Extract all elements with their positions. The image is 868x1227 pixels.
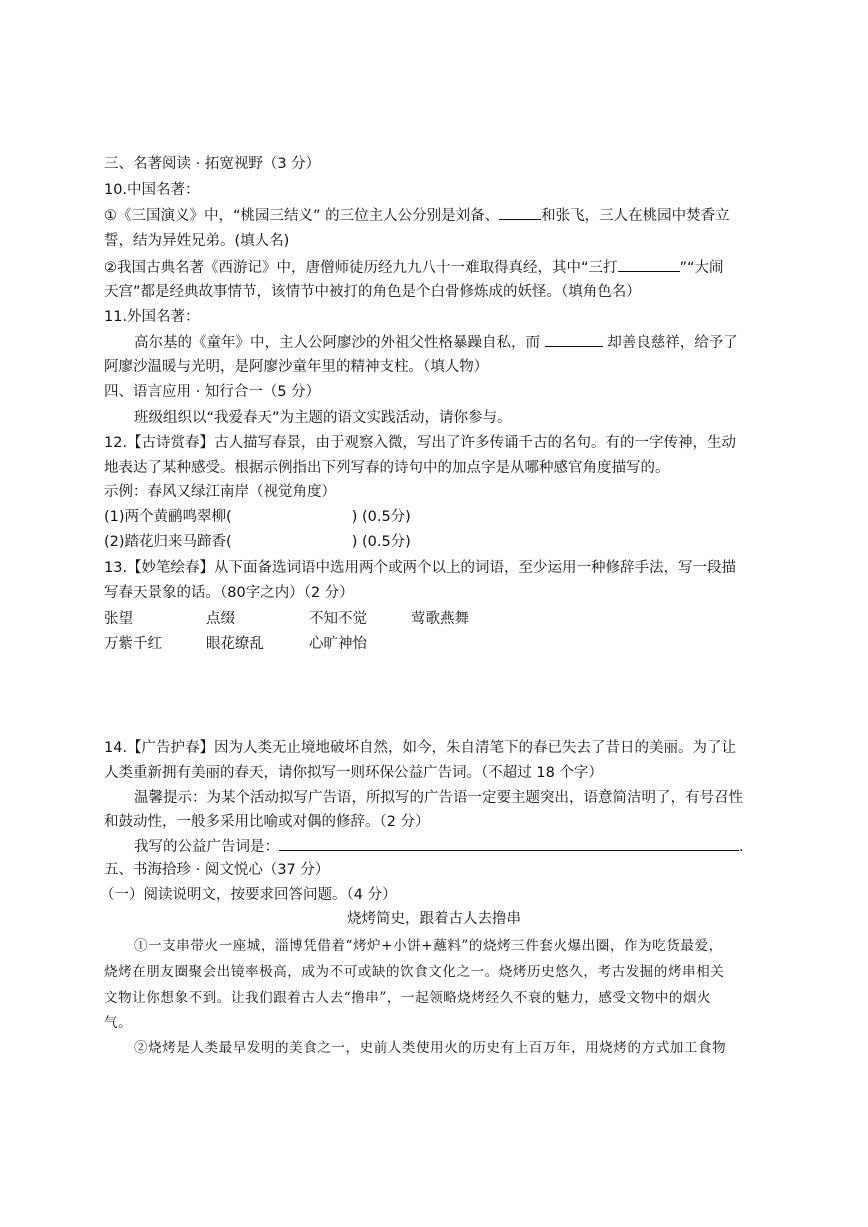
article-p1-line2: 烧烤在朋友圈聚会出镜率极高，成为不可或缺的饮食文化之一。烧烤历史悠久，考古发掘的烤串相关	[104, 964, 725, 980]
q12-item2	[104, 532, 411, 552]
word-option: 心旷神怡	[309, 636, 367, 652]
q11-label: 11.外国名著：	[104, 309, 200, 325]
word-option: 张望	[104, 611, 133, 627]
section3-heading: 三、名著阅读 · 拓宽视野（3 分）	[104, 156, 321, 172]
q12-item2-text: (2)踏花归来马蹄香(	[104, 534, 232, 550]
q12-item1-text: (1)两个黄鹂鸣翠柳(	[104, 509, 232, 525]
q10-item2-blank[interactable]	[618, 257, 680, 272]
q10-item2-text-b: ”“大闹	[679, 260, 724, 276]
word-option: 眼花缭乱	[206, 636, 264, 652]
word-option: 点缀	[206, 611, 235, 627]
q12-example: 示例：春风又绿江南岸（视觉角度）	[104, 484, 336, 500]
q10-item1-line2: 誓，结为异姓兄弟。(填人名)	[104, 233, 290, 249]
q14-line1: 14.【广告护春】因为人类无止境地破坏自然，如今，朱自清笔下的春已失去了昔日的美丽。为了让	[104, 740, 737, 756]
q12-item2-score: ) (0.5分)	[351, 534, 411, 550]
section5-part1: （一）阅读说明文，按要求回答问题。（4 分）	[100, 887, 397, 903]
word-option: 莺歌燕舞	[411, 611, 469, 627]
q12-line2: 地表达了某种感受。根据示例指出下列写春的诗句中的加点字是从哪种感官角度描写的。	[104, 460, 670, 476]
article-title: 烧烤简史，跟着古人去撸串	[347, 911, 521, 927]
section4-intro: 班级组织以“我爱春天”为主题的语文实践活动，请你参与。	[134, 410, 512, 426]
q13-line2: 写春天景象的话。（80字之内）（2 分）	[104, 585, 354, 601]
q10-item1-blank[interactable]	[499, 205, 541, 220]
section5-heading: 五、书海拾珍 · 阅文悦心（37 分）	[104, 862, 330, 878]
q12-item1-score: ) (0.5分)	[351, 509, 411, 525]
q13-line1: 13.【妙笔绘春】从下面备选词语中选用两个或两个以上的词语，至少运用一种修辞手法，写一段描	[104, 560, 737, 576]
q11-blank[interactable]	[545, 332, 603, 347]
q14-answer-line	[134, 836, 744, 857]
q10-item1-line1	[104, 205, 730, 226]
word-option: 万紫千红	[104, 636, 162, 652]
q10-item1-text-a: ①《三国演义》中，“桃园三结义” 的三位主人公分别是刘备、	[104, 208, 500, 224]
article-p1-line4: 气。	[104, 1015, 133, 1031]
q14-answer-blank[interactable]	[279, 836, 739, 851]
section4-heading: 四、语言应用 · 知行合一（5 分）	[104, 384, 321, 400]
article-p1-line1: ①一支串带火一座城，淄博凭借着“烤炉+小饼+蘸料”的烧烤三件套火爆出圈，作为吃货最爱，	[134, 938, 723, 954]
q11-line1	[134, 332, 738, 353]
q10-item2-line2: 天宫”都是经典故事情节，该情节中被打的角色是个白骨修炼成的妖怪。（填角色名）	[104, 284, 641, 300]
q10-item2-line1	[104, 257, 724, 278]
q11-text-a: 高尔基的《童年》中，主人公阿廖沙的外祖父性格暴躁自私，而	[134, 335, 545, 351]
q12-item1	[104, 507, 411, 527]
q11-line2: 阿廖沙温暖与光明，是阿廖沙童年里的精神支柱。（填人物）	[104, 359, 489, 375]
q14-tip-line1: 温馨提示：为某个活动拟写广告语，所拟写的广告语一定要主题突出，语意简洁明了，有号召性	[134, 790, 743, 806]
article-p2-line1: ②烧烤是人类最早发明的美食之一，史前人类使用火的历史有上百万年，用烧烤的方式加工食物	[134, 1040, 727, 1056]
q10-item2-text-a: ②我国古典名著《西游记》中，唐僧师徒历经九九八十一难取得真经，其中“三打	[104, 260, 618, 276]
q10-label: 10.中国名著：	[104, 182, 200, 198]
article-p1-line3: 文物让你想象不到。让我们跟着古人去“撸串”，一起领略烧烤经久不衰的魅力，感受文物中的烟火	[104, 990, 712, 1006]
q14-answer-end: .	[739, 839, 744, 855]
q14-answer-label: 我写的公益广告词是：	[134, 839, 279, 855]
q14-tip-line2: 和鼓动性，一般多采用比喻或对偶的修辞。（2 分）	[104, 814, 430, 830]
q12-line1: 12.【古诗赏春】古人描写春景，由于观察入微，写出了许多传诵千古的名句。有的一字传神，生动	[104, 435, 737, 451]
q14-line2: 人类重新拥有美丽的春天，请你拟写一则环保公益广告词。（不超过 18 个字）	[104, 765, 603, 781]
q11-text-b: 却善良慈祥，给予了	[602, 335, 738, 351]
word-option: 不知不觉	[309, 611, 367, 627]
q10-item1-text-b: 和张飞，三人在桃园中焚香立	[541, 208, 730, 224]
